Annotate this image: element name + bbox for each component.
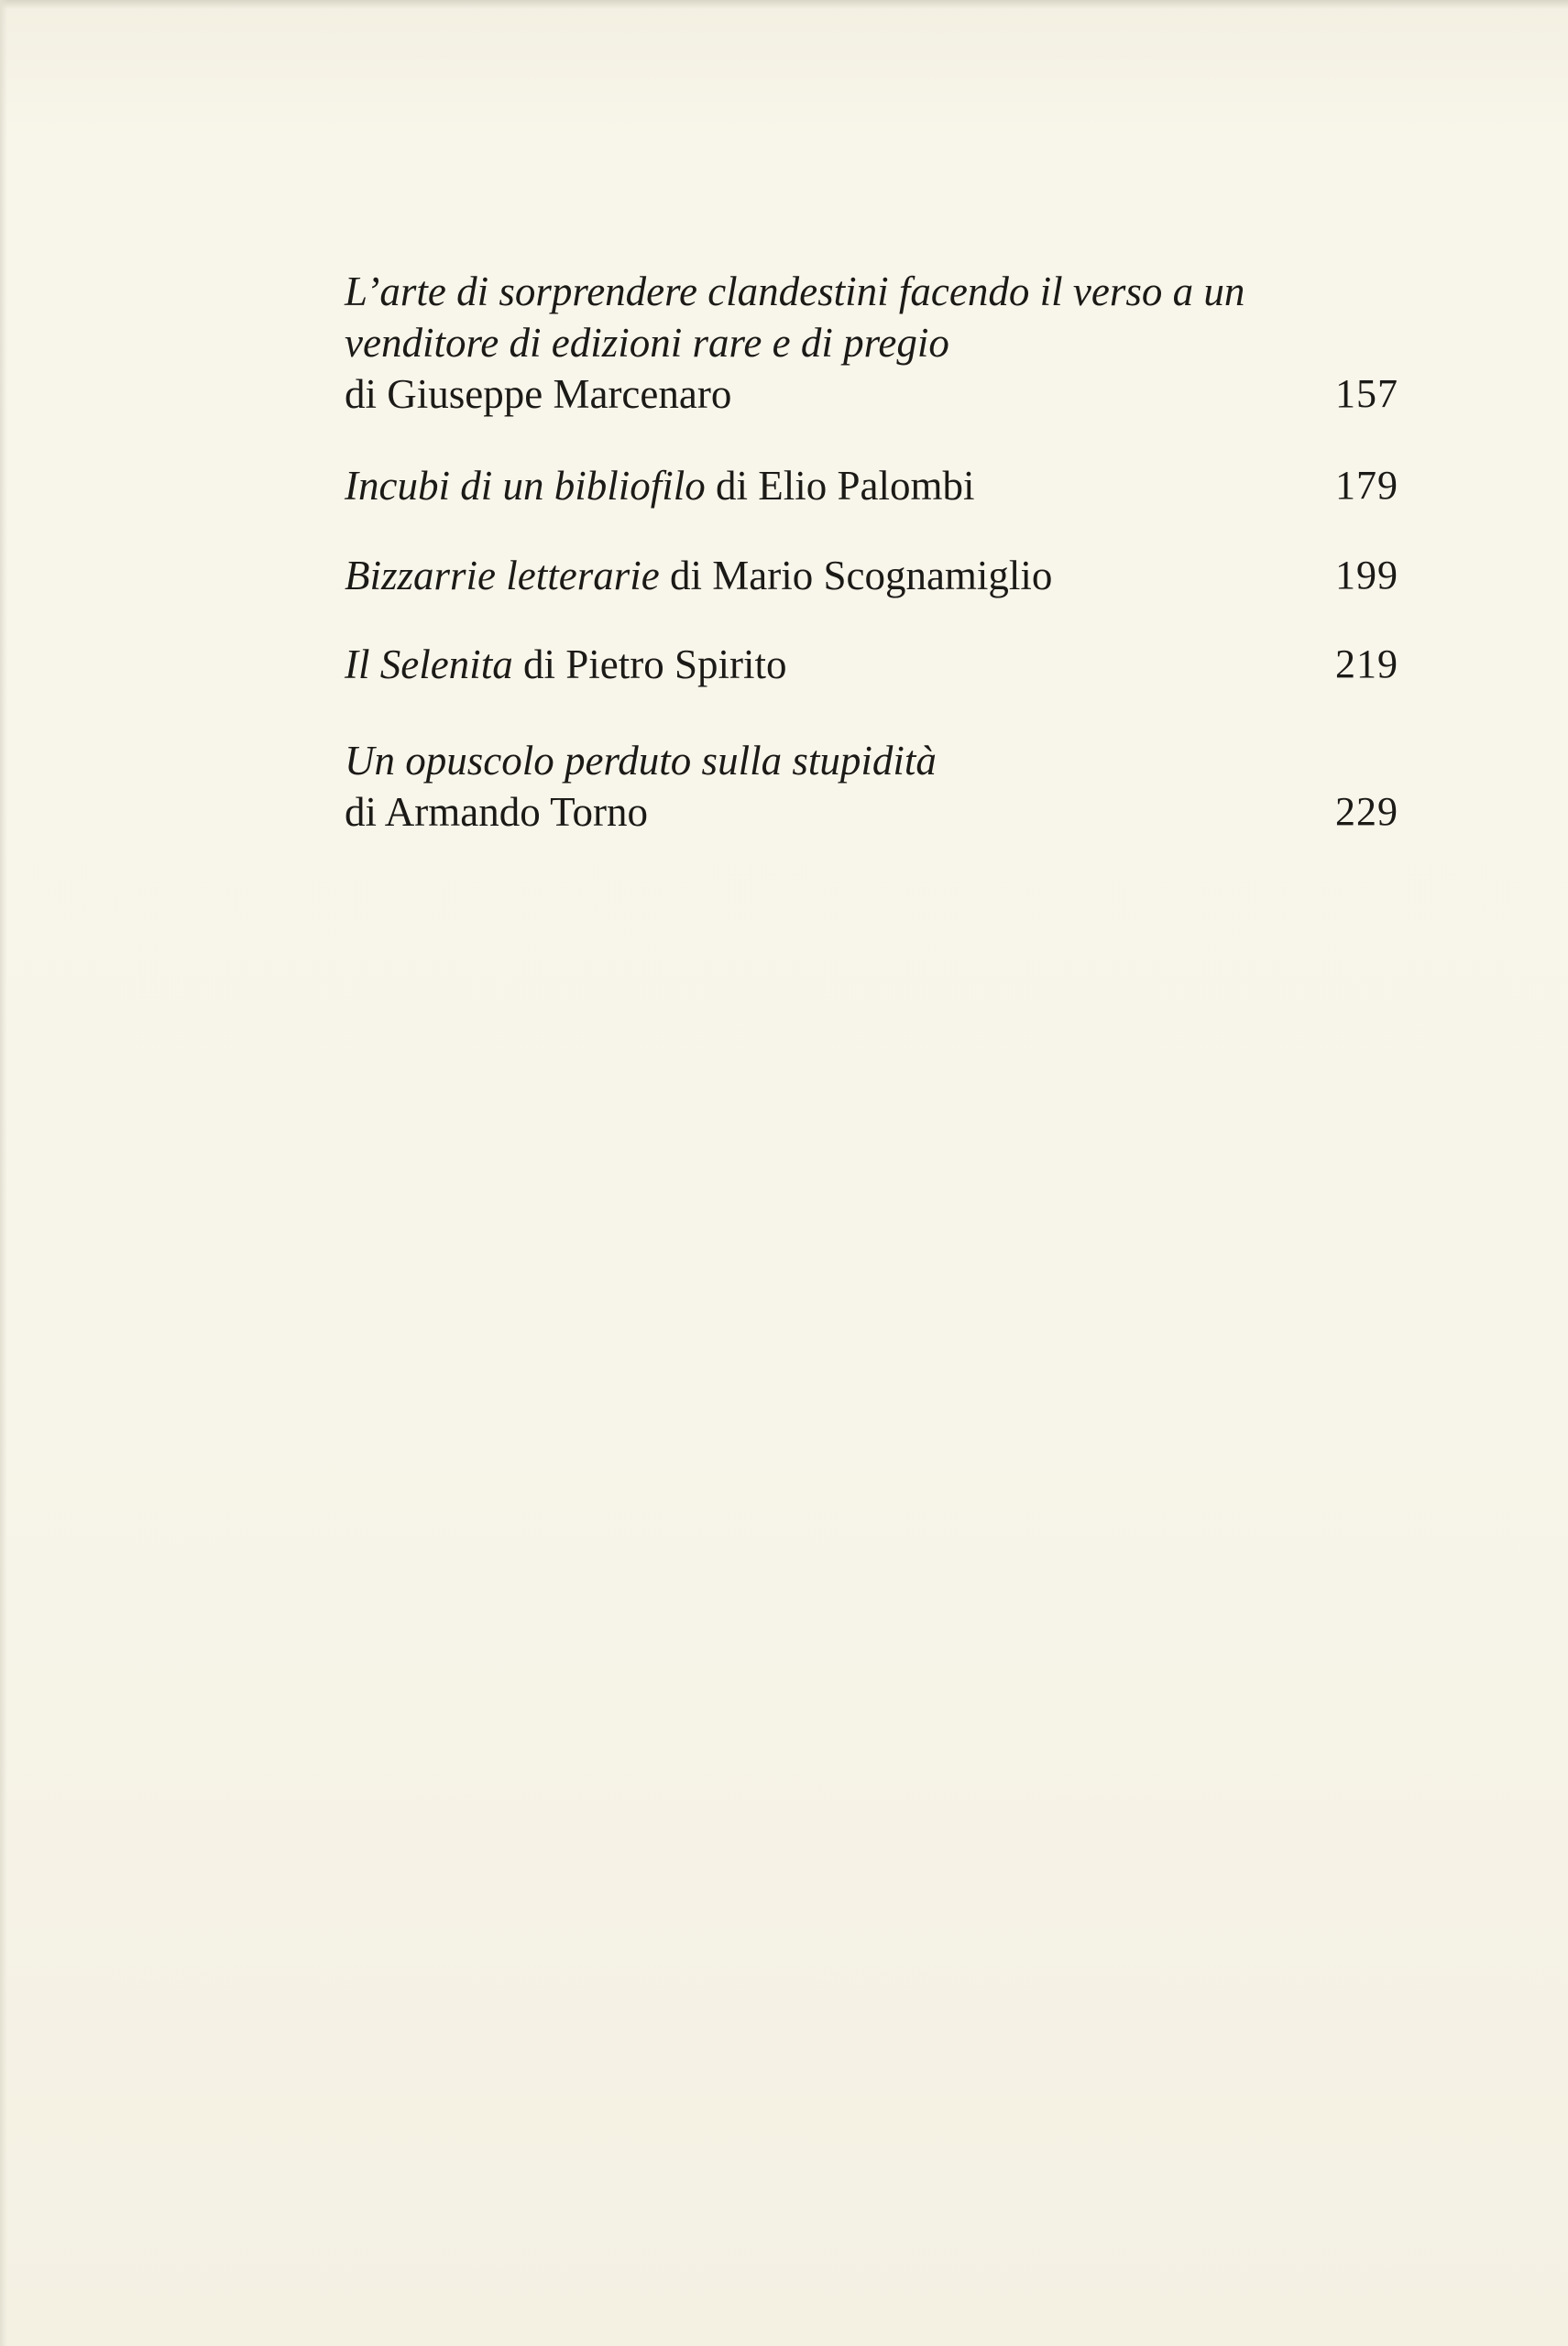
page-left-edge <box>0 0 7 2346</box>
entry-title: Il Selenita <box>345 641 513 687</box>
toc-entry-palombi <box>345 460 1398 511</box>
entry-author: di Pietro Spirito <box>512 641 787 687</box>
entry-page-number: 219 <box>1335 641 1398 686</box>
entry-title: Bizzarrie letterarie <box>345 553 660 598</box>
entry-author: di Armando Torno <box>345 789 648 835</box>
entry-author: di Mario Scognamiglio <box>659 553 1053 598</box>
page-top-edge <box>0 0 1568 9</box>
entry-title: Un opuscolo perduto sulla stupidità <box>345 738 937 784</box>
entry-author: di Giuseppe Marcenaro <box>345 371 732 417</box>
toc-entry-spirito <box>345 639 1398 690</box>
entry-page-number: 229 <box>1335 789 1398 834</box>
entry-author: di Elio Palombi <box>705 463 975 509</box>
entry-title-line-2: venditore di edizioni rare e di pregio <box>345 320 949 366</box>
toc-entry-torno <box>345 735 1398 838</box>
entry-title: Incubi di un bibliofilo <box>345 463 706 509</box>
toc-entry-marcenaro <box>345 266 1398 420</box>
entry-title-line-1: L’arte di sorprendere clandestini facendo il verso a un <box>345 269 1245 314</box>
entry-page-number: 179 <box>1335 463 1398 508</box>
entry-page-number: 157 <box>1335 371 1398 416</box>
toc-entry-scognamiglio <box>345 550 1398 601</box>
entry-page-number: 199 <box>1335 553 1398 597</box>
